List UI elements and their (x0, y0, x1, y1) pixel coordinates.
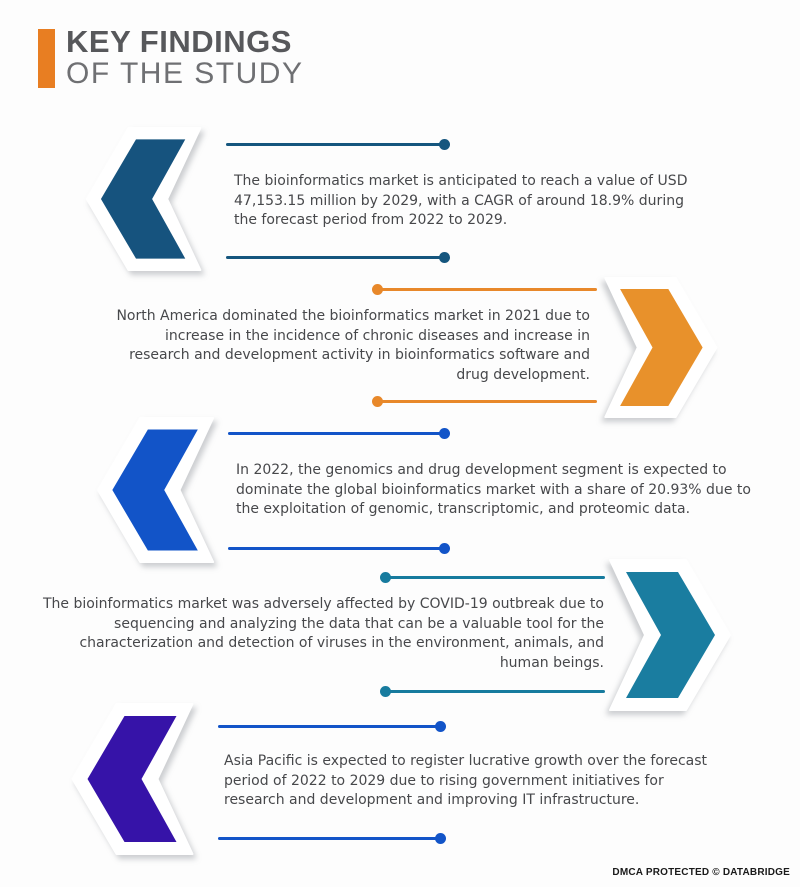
connector-line (380, 572, 605, 583)
page-title (66, 26, 303, 90)
connector-dot (372, 284, 383, 295)
connector-line (372, 396, 597, 407)
dmca-protection-notice: DMCA PROTECTED © DATABRIDGE (612, 867, 790, 878)
connector-line (218, 833, 446, 844)
chevron-left-icon (64, 703, 204, 855)
connector-line (218, 721, 446, 732)
chevron-right-icon (592, 277, 727, 418)
connector-dot (439, 428, 450, 439)
title-accent-bar (38, 29, 55, 88)
connector-dot (439, 543, 450, 554)
connector-line (226, 252, 450, 263)
connector-line (372, 284, 597, 295)
connector-dot (380, 686, 391, 697)
connector-dot (439, 139, 450, 150)
connector-line (228, 428, 450, 439)
chevron-left-icon (84, 127, 206, 271)
connector-dot (439, 252, 450, 263)
connector-line (226, 139, 450, 150)
connector-dot (380, 572, 391, 583)
connector-dot (435, 833, 446, 844)
finding-text-5: Asia Pacific is expected to register lucrative growth over the forecast period of 2022 to 2029 due to rising government initiatives for research and development and improving IT infrastructure. (224, 753, 707, 808)
chevron-left-icon (89, 417, 225, 563)
chevron-right-icon (597, 559, 740, 711)
page-title-line1: KEY FINDINGS (66, 24, 292, 59)
page-title-line2: OF THE STUDY (66, 57, 304, 90)
connector-line (228, 543, 450, 554)
connector-dot (372, 396, 383, 407)
connector-line (380, 686, 605, 697)
finding-text-3: In 2022, the genomics and drug development segment is expected to dominate the global bioinformatics market with a share of 20.93% due to the exploitation of genomic, transcriptomic, and proteomic data. (236, 462, 751, 517)
finding-text-4: The bioinformatics market was adversely affected by COVID-19 outbreak due to sequencing and analyzing the data that can be a valuable tool for the characterization and detection of viruses in the environment, animals, and human beings. (42, 596, 604, 671)
finding-text-2: North America dominated the bioinformatics market in 2021 due to increase in the incidence of chronic diseases and increase in research and development activity in bioinformatics software and drug development. (116, 308, 590, 383)
finding-text-1: The bioinformatics market is anticipated to reach a value of USD 47,153.15 million by 2029, with a CAGR of around 18.9% during the forecast period from 2022 to 2029. (234, 173, 688, 228)
connector-dot (435, 721, 446, 732)
